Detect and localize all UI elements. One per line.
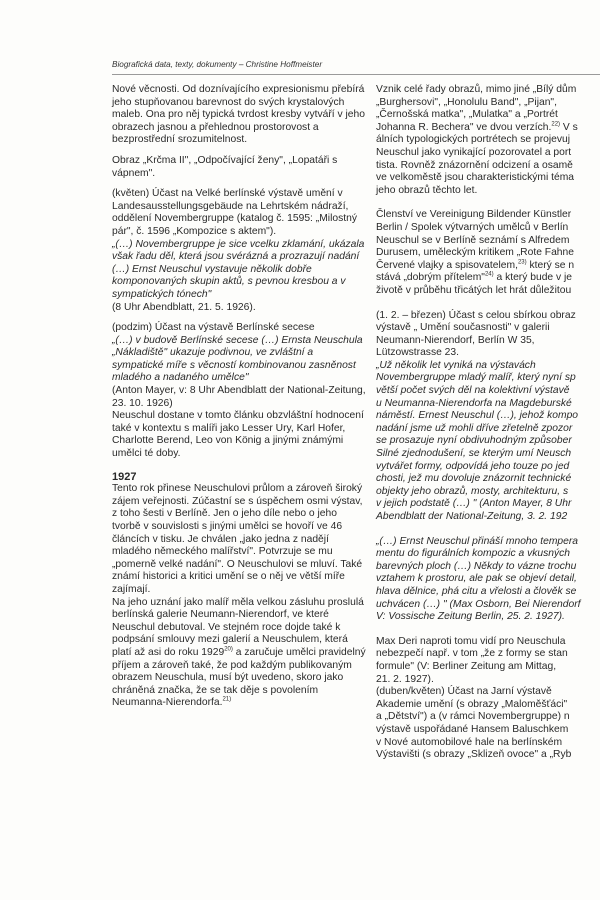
paragraph [112, 322, 366, 410]
text-block [376, 636, 600, 762]
text-line: Členství ve Vereinigung Bildender Künstler [376, 209, 572, 221]
text-line: formule" (V: Berliner Zeitung am Mittag, [376, 660, 557, 672]
text-line: (1. 2. – březen) Účast s celou sbírkou obraz [376, 309, 576, 321]
footnote-ref: 20) [224, 646, 233, 653]
text-line: Novembergruppe mladý malíř, který nyní sp [376, 372, 576, 384]
paragraph: Obraz „Krčma II", „Odpočívající ženy", „Lopatáři s vápnem". [112, 154, 338, 179]
text-line [376, 122, 600, 135]
text-line: životě v průběhu třicátých let hrát důležitou [376, 284, 572, 296]
footnote-ref: 24) [484, 271, 494, 278]
left-column [112, 84, 366, 718]
text-line: výstavě „ Umění současnosti" v galerii [376, 322, 550, 334]
text-line: v jejich podstatě (…) " (Anton Mayer, 8 Uhr [376, 498, 572, 510]
text-line: mentu do figurálních kompozic a vkusných [376, 548, 571, 560]
paragraph: Tento rok přinese Neuschulovi průlom a zároveň široký zájem veřejnosti. Zúčastní se s úspěchem osmi výstav, z toho šesti v Berlíně. Jen o jeho díle nebo o jeho tvorbě v souvislosti s jinými umělci se hovoří ve 46 článcích v tisku. Je chválen „jako jedna z nadějí mladého německého malířství". Potvrzuje se mu „pomerně velké nadání". O Neuschulovi se mluví. Také známí historici a kritici umění se o něj ve větší míře zajímají. [112, 483, 363, 595]
header-rule [112, 74, 600, 75]
text-line: Lützowstrasse 23. [376, 347, 459, 359]
text-line: Neuschul jako vynikající pozorovatel a port [376, 146, 572, 158]
text-line: „Už několik let vyniká na výstavách [376, 359, 536, 371]
press-quote [376, 536, 600, 624]
text-line: a „Dětství") a (v rámci Novembergruppe) n [376, 711, 570, 723]
text-line: v Nové automobilové hale na berlínském [376, 736, 563, 748]
text-line: ve velkoměstě jsou charakteristickými téma [376, 172, 574, 184]
entry-intro: (podzim) Účast na výstavě Berlínské secese [112, 322, 315, 334]
press-quote [376, 360, 600, 524]
footnote-ref: 23) [517, 259, 527, 266]
text-line: Neuschul se v Berlíně seznámí s Alfredem [376, 234, 570, 246]
year-heading: 1927 [112, 470, 137, 483]
text-line: Max Deri naproti tomu vidí pro Neuschula [376, 635, 566, 647]
text-line [376, 272, 600, 285]
text-line: „Černošská matka", „Mulatka" a „Portrét [376, 109, 558, 121]
text-line: álních typologických portrétech se projevuj [376, 134, 571, 146]
text-fragment: který se n [526, 259, 575, 271]
paragraph [112, 597, 366, 710]
text-line: větší počet svých děl na kolektivní výstavě [376, 385, 570, 397]
text-fragment: a který bude v je [493, 272, 573, 284]
quote-source: (Anton Mayer, v: 8 Uhr Abendblatt der National-Zeitung, 23. 10. 1926) [112, 385, 366, 409]
press-quote: „(…) v budově Berlínské secese (…) Ernsta Neuschula „Nákladiště" ukazuje podivnou, ve zvláštní a sympatické míře s věcností kombinovanou zasněnost mladého a nadaného umělce" [112, 334, 363, 384]
entry-intro: (květen) Účast na Velké berlínské výstavě umění v Landesausstellungsgebäude na Lehrtském nádraží, oddělení Novembergruppe (katalog č. 1595: „Milostný pár", č. 1596 „Kompozice s aktem"). [112, 188, 357, 237]
press-quote: „(…) Novembergruppe je sice vcelku zklamání, ukázala však řadu děl, která jsou svérázná a prozrazují nadání (…) Ernst Neuschul vystavuje několik dobře komponovaných skupin aktů, s pevnou kresbou a v sympatických tónech" [112, 238, 365, 300]
text-line: Durusem, uměleckým kritikem „Rote Fahne [376, 247, 574, 259]
paragraph: Neuschul dostane v tomto článku obzvláštní hodnocení také v kontextu s malíři jako Lesser Ury, Karl Hofer, Charlotte Berend, Leo von König a jinými známými umělci té doby. [112, 410, 364, 460]
text-line: vytvářet formy, odpovídá jeho touze po jed [376, 460, 570, 472]
footnote-ref: 21) [222, 696, 232, 703]
text-line: nadání jsme už mohli dříve zřetelně zpozor [376, 422, 573, 434]
text-fragment: V s [560, 121, 578, 133]
text-block [376, 310, 600, 524]
paragraph-text: a zaručuje umělci pravidelný příjem a zároveň také, že pod každým publikovaným obrazem Neuschula, musí být uvedeno, skoro jako chráněná značka, že se tak děje s povolením Neumanna-Nierendorfa. [112, 646, 366, 709]
paragraph [112, 188, 366, 314]
text-line: nebezpečí např. v tom „že z formy se stan [376, 648, 568, 660]
text-fragment: stává „dobrým přítelem" [376, 272, 485, 284]
text-line: (duben/květen) Účast na Jarní výstavě [376, 686, 552, 698]
text-fragment: Johanna R. Bechera" ve dvou verzích. [376, 121, 552, 133]
text-line: barevných ploch (…) Někdy to vázne trochu [376, 560, 577, 572]
text-line: V: Vossische Zeitung Berlin, 25. 2. 1927). [376, 611, 565, 623]
running-header: Biografická data, texty, dokumenty – Christine Hoffmeister [112, 60, 323, 69]
text-line: Akademie umění (s obrazy „Maloměšťáci" [376, 698, 568, 710]
text-line: 21. 2. 1927). [376, 673, 434, 685]
text-line: tista. Rovněž znázornění odcizení a osamě [376, 159, 573, 171]
text-line: Abendblatt der National-Zeitung, 3. 2. 192 [376, 511, 568, 522]
text-line: objekty jeho obrazů, mosty, architekturu, s [376, 485, 569, 497]
text-line: se prosazuje nyní obdivuhodným způsober [376, 435, 572, 447]
text-line: Silné zjednodušení, se kterým umí Neusch [376, 448, 572, 460]
paragraph-text: Na jeho uznání jako malíř měla velkou zásluhu proslulá berlínská galerie Neumann-Nierendorf, ve které Neuschul debutoval. Ve stejném roce dojde také k podpsání smlouvy mezi galerií a Neuschulem, která platí až asi do roku 1929 [112, 596, 364, 658]
text-line: výstavě uspořádané Hansem Baluschkem [376, 723, 569, 735]
text-line: Neumann-Nierendorf, Berlín W 35, [376, 334, 535, 346]
text-line: chosti, jež mu dovoluje znázornit technické [376, 473, 572, 485]
footnote-ref: 22) [551, 121, 561, 128]
text-line [376, 260, 600, 273]
text-line: „(…) Ernst Neuschul přináší mnoho tempera [376, 535, 579, 547]
text-line: vztahem k prostoru, ale pak se objeví detail, [376, 573, 577, 585]
text-line: hlava dělnice, phá citu a vřelosti a člověk se [376, 585, 577, 597]
text-line: Berlin / Spolek výtvarných umělců v Berlín [376, 221, 569, 233]
text-fragment: Červené vlajky a spisovatelem, [376, 259, 518, 271]
text-line: u Neumanna-Nierendorfa na Magdeburské [376, 397, 572, 409]
text-line: náměstí. Ernest Neuschul (…), jehož kompo [376, 410, 579, 422]
paragraph: Nové věcnosti. Od doznívajícího expresionismu přebírá jeho stupňovanou barevnost do svých krystalových maleb. Ona pro něj typická tvrdost kresby vytváří v jeho obrazech jasnou a přehlednou prostorovost a bezprostřední srozumitelnost. [112, 84, 365, 146]
quote-source: (8 Uhr Abendblatt, 21. 5. 1926). [112, 301, 256, 313]
text-line: uchvácen (…) " (Max Osborn, Bei Nierendorf [376, 598, 581, 610]
text-line: jeho obrazů těchto let. [376, 184, 478, 196]
text-line: Výstavišti (s obrazy „Sklizeň ovoce" a „Ryb [376, 749, 572, 761]
right-column [376, 84, 600, 762]
text-line: „Burghersovi", „Honolulu Band", „Pijan", [376, 96, 557, 108]
text-block [376, 209, 600, 297]
text-line: Vznik celé řady obrazů, mimo jiné „Bílý dům [376, 84, 577, 95]
text-block [376, 84, 600, 197]
